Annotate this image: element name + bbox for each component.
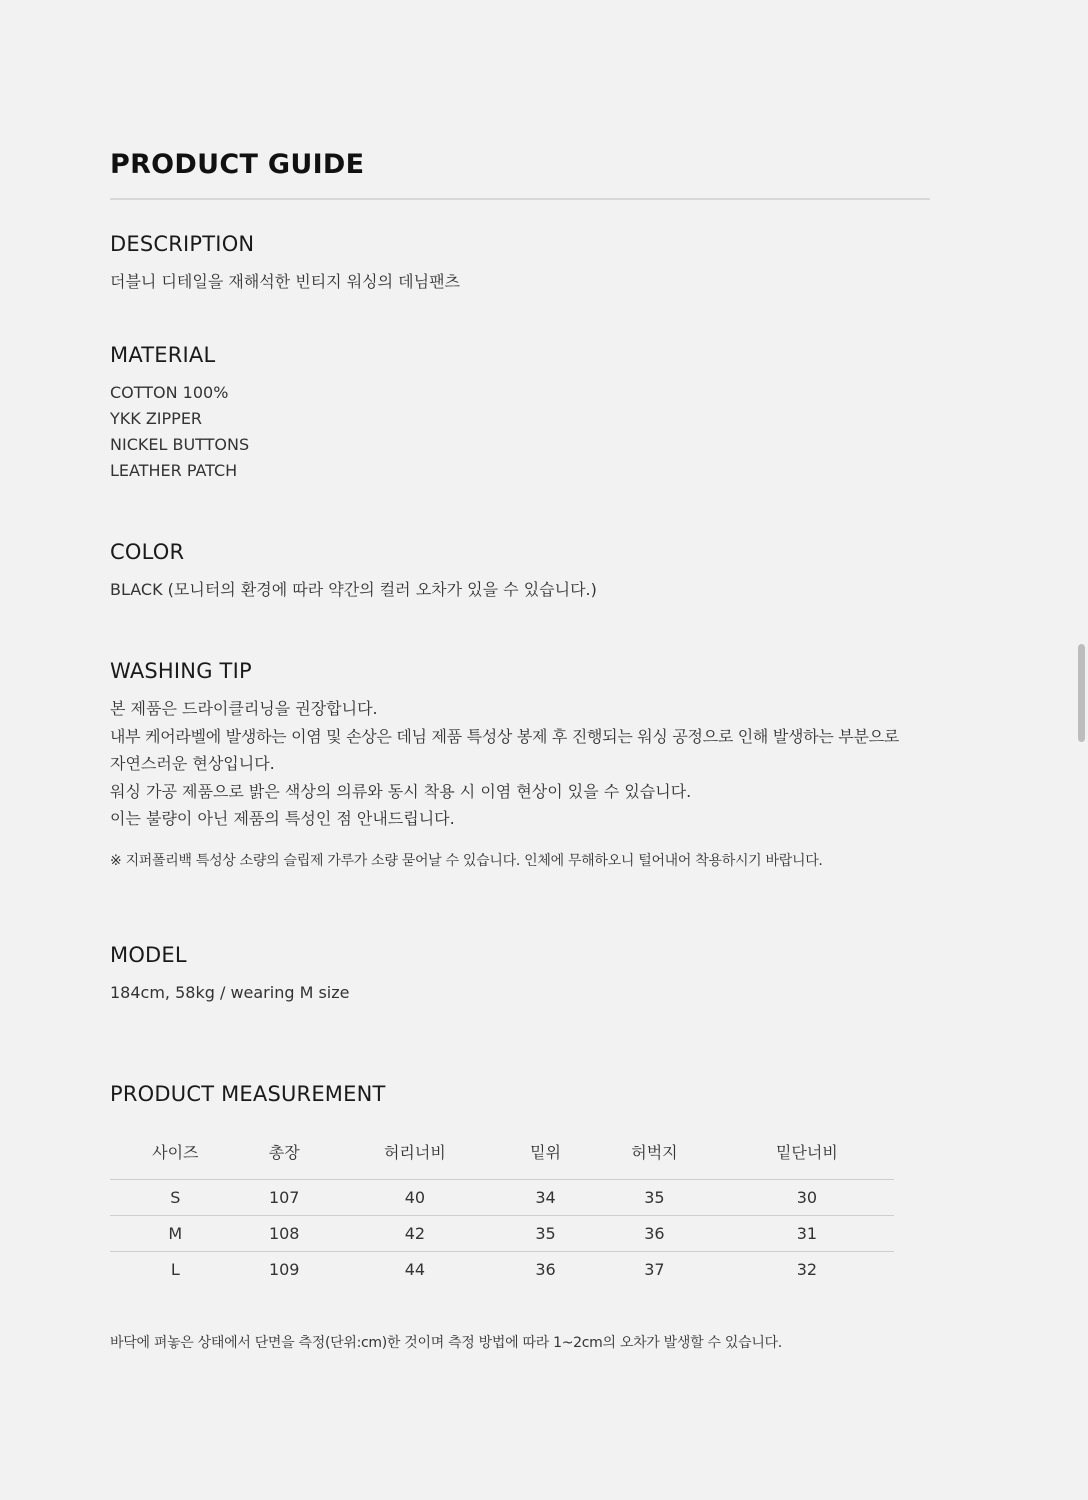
scrollbar[interactable] bbox=[1074, 0, 1088, 1500]
table-cell: L bbox=[170, 1260, 180, 1279]
scrollbar-thumb[interactable] bbox=[1078, 644, 1085, 742]
material-item: LEATHER PATCH bbox=[110, 461, 238, 480]
model-text: 184cm, 58kg / wearing M size bbox=[110, 983, 350, 1002]
table-cell: 37 bbox=[644, 1260, 665, 1279]
color-section bbox=[110, 538, 597, 603]
material-heading: MATERIAL bbox=[110, 343, 216, 367]
column-header: 사이즈 bbox=[110, 1123, 241, 1180]
measurement-note: 바닥에 펴놓은 상태에서 단면을 측정(단위:cm)한 것이며 측정 방법에 따라 1~2cm의 오차가 발생할 수 있습니다. bbox=[110, 1335, 782, 1351]
description-heading: DESCRIPTION bbox=[110, 232, 255, 256]
washing-line: 본 제품은 드라이클리닝을 권장합니다. bbox=[110, 699, 378, 718]
material-item: NICKEL BUTTONS bbox=[110, 435, 250, 454]
model-section bbox=[110, 941, 350, 1006]
measurement-note-wrap bbox=[110, 1333, 782, 1353]
table-row bbox=[110, 1180, 894, 1216]
table-row bbox=[110, 1252, 894, 1288]
material-list bbox=[110, 380, 249, 484]
column-header: 밑단너비 bbox=[720, 1123, 894, 1180]
washing-text bbox=[110, 695, 899, 833]
table-header-row bbox=[110, 1123, 894, 1180]
column-header: 총장 bbox=[241, 1123, 328, 1180]
table-cell: M bbox=[110, 1216, 241, 1252]
column-header: 허리너비 bbox=[328, 1123, 502, 1180]
table-cell: 108 bbox=[241, 1216, 328, 1252]
table-cell: 42 bbox=[328, 1216, 502, 1252]
color-heading: COLOR bbox=[110, 540, 185, 564]
measurement-table-wrap bbox=[110, 1123, 894, 1279]
table-cell: 31 bbox=[720, 1216, 894, 1252]
table-cell: 30 bbox=[720, 1180, 894, 1216]
table-cell: 109 bbox=[268, 1260, 300, 1279]
table-cell: 32 bbox=[796, 1260, 818, 1279]
title-divider bbox=[110, 198, 930, 200]
material-item: YKK ZIPPER bbox=[110, 409, 203, 428]
table-cell: 107 bbox=[241, 1180, 328, 1216]
color-text: BLACK (모니터의 환경에 따라 약간의 컬러 오차가 있을 수 있습니다.) bbox=[110, 580, 597, 599]
measurement-section bbox=[110, 1080, 386, 1108]
page-title: PRODUCT GUIDE bbox=[110, 149, 365, 180]
table-cell: 44 bbox=[404, 1260, 426, 1279]
washing-line: 자연스러운 현상입니다. bbox=[110, 754, 275, 773]
table-cell: 35 bbox=[502, 1216, 589, 1252]
table-cell: 35 bbox=[589, 1180, 720, 1216]
table-cell: S bbox=[110, 1180, 241, 1216]
product-guide bbox=[110, 148, 930, 1351]
column-header: 밑위 bbox=[502, 1123, 589, 1180]
description-section bbox=[110, 230, 460, 295]
washing-line: 워싱 가공 제품으로 밝은 색상의 의류와 동시 착용 시 이염 현상이 있을 수 있습니다. bbox=[110, 781, 692, 801]
washing-line: 내부 케어라벨에 발생하는 이염 및 손상은 데님 제품 특성상 봉제 후 진행되는 워싱 공정으로 인해 발생하는 부분으로 bbox=[110, 726, 899, 746]
washing-section bbox=[110, 657, 899, 871]
table-cell: 34 bbox=[502, 1180, 589, 1216]
table-cell: 36 bbox=[535, 1260, 556, 1279]
table-row bbox=[110, 1216, 894, 1252]
table-cell: 36 bbox=[589, 1216, 720, 1252]
model-heading: MODEL bbox=[110, 943, 187, 967]
material-section bbox=[110, 341, 249, 484]
material-item: COTTON 100% bbox=[110, 383, 229, 402]
measurement-table bbox=[110, 1123, 894, 1287]
column-header: 허벅지 bbox=[589, 1123, 720, 1180]
washing-heading: WASHING TIP bbox=[110, 659, 252, 683]
table-cell: 40 bbox=[328, 1180, 502, 1216]
measurement-heading: PRODUCT MEASUREMENT bbox=[110, 1082, 386, 1106]
description-text: 더블니 디테일을 재해석한 빈티지 워싱의 데님팬츠 bbox=[110, 272, 461, 291]
washing-note: ※ 지퍼폴리백 특성상 소량의 슬립제 가루가 소량 묻어날 수 있습니다. 인체에 무해하오니 털어내어 착용하시기 바랍니다. bbox=[110, 852, 823, 869]
washing-line: 이는 불량이 아닌 제품의 특성인 점 안내드립니다. bbox=[110, 809, 455, 828]
